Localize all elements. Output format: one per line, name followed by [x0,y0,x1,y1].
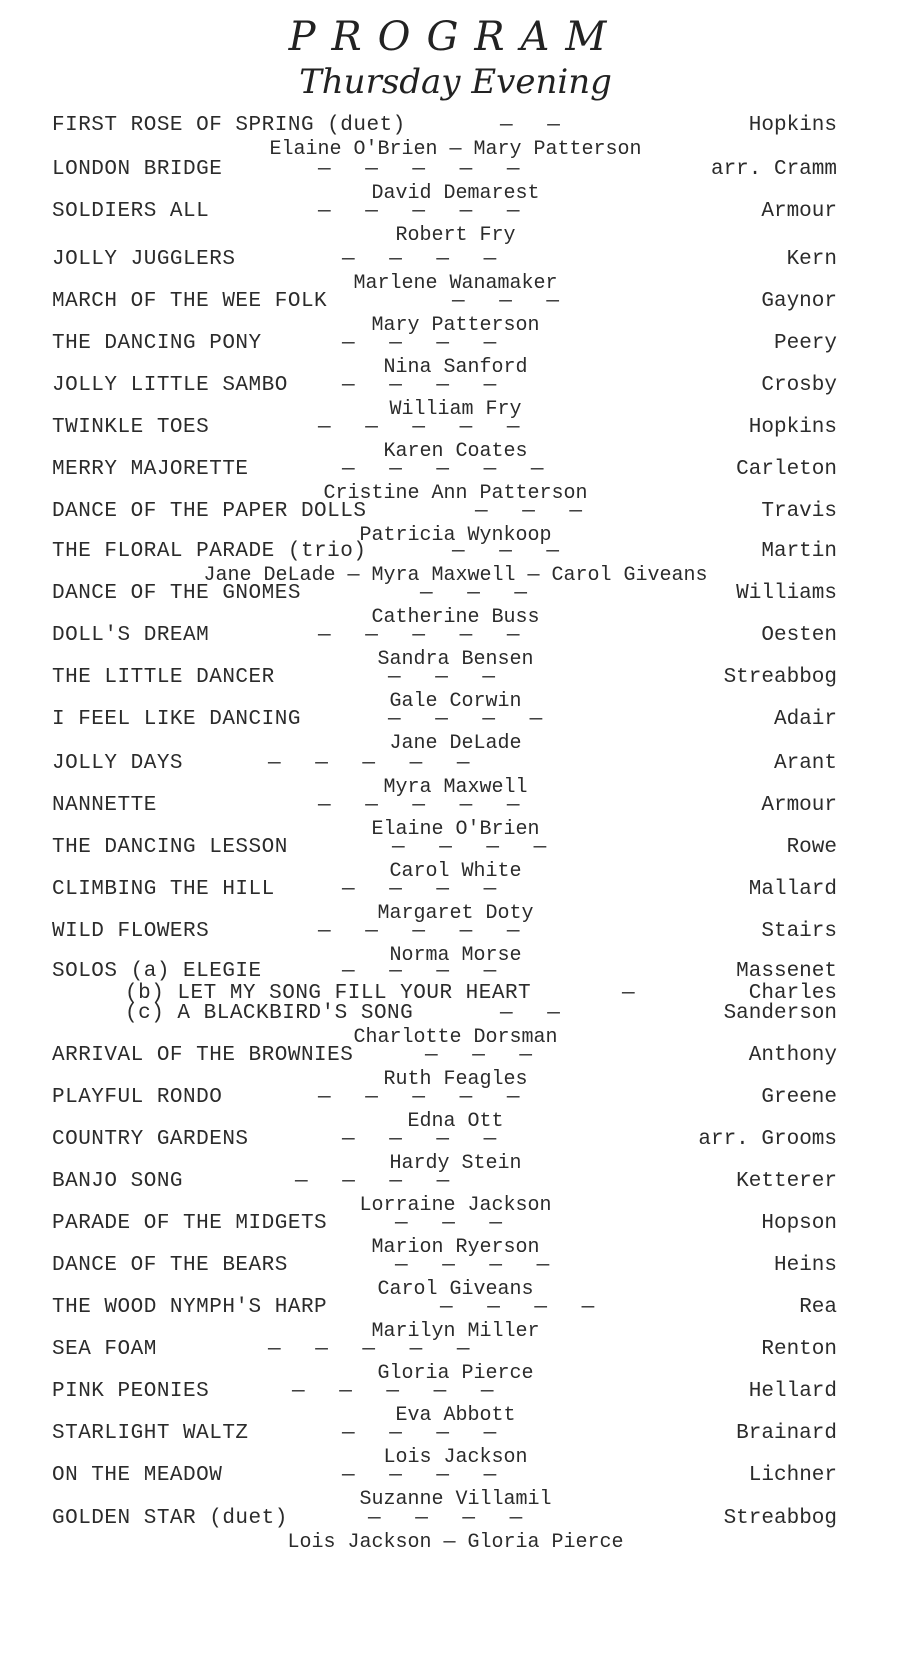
performer-name: Lois Jackson [383,1446,528,1469]
piece-title: DANCE OF THE BEARS [52,1254,288,1277]
piece-title: PARADE OF THE MIDGETS [52,1212,328,1235]
performer-name: Marlene Wanamaker [353,272,558,295]
dash-leader: — — — — — [318,920,520,943]
piece-title: JOLLY LITTLE SAMBO [52,374,288,397]
performer-name: Lois Jackson — Gloria Pierce [287,1531,624,1554]
dash-leader: — — — [452,290,560,313]
dash-leader: — — [500,114,560,137]
performer-name: Cristine Ann Patterson [323,482,588,505]
piece-title: WILD FLOWERS [52,920,210,943]
performer-name: William Fry [389,398,522,421]
piece-title: LONDON BRIDGE [52,158,223,181]
dash-leader: — — — — [342,1464,497,1487]
piece-title: PLAYFUL RONDO [52,1086,223,1109]
dash-leader: — — — — — [318,416,520,439]
dash-leader: — — — — — [318,1086,520,1109]
dash-leader: — — — — [388,708,543,731]
dash-leader: — — — — [342,248,497,271]
performer-name: Gloria Pierce [377,1362,534,1385]
performer-name: Jane DeLade — Myra Maxwell — Carol Giveans [203,564,708,587]
performer-name: Marion Ryerson [371,1236,540,1259]
composer-name: Mallard [748,878,837,901]
performer-name: Nina Sanford [383,356,528,379]
composer-name: Hellard [748,1380,837,1403]
dash-leader: — — — — — [318,200,520,223]
performer-name: Jane DeLade [389,732,522,755]
composer-name: arr. Cramm [710,158,837,181]
composer-name: Brainard [736,1422,837,1445]
composer-name: Adair [773,708,837,731]
dash-leader: — — — — [342,878,497,901]
dash-leader: — — — — [342,332,497,355]
composer-name: Charles [748,982,837,1005]
piece-title: TWINKLE TOES [52,416,210,439]
dash-leader: — — — — [342,1128,497,1151]
piece-title: JOLLY JUGGLERS [52,248,236,271]
composer-name: Arant [773,752,837,775]
performer-name: Gale Corwin [389,690,522,713]
piece-title: CLIMBING THE HILL [52,878,275,901]
piece-title: SOLOS (a) ELEGIE [52,960,262,983]
piece-title: DANCE OF THE GNOMES [52,582,301,605]
dash-leader: — — — — [368,1507,523,1530]
composer-name: Streabbog [723,1507,837,1530]
composer-name: Crosby [761,374,837,397]
dash-leader: — — — — [342,1422,497,1445]
performer-name: Elaine O'Brien — Mary Patterson [269,138,642,161]
piece-title: GOLDEN STAR (duet) [52,1507,288,1530]
piece-title: COUNTRY GARDENS [52,1128,249,1151]
piece-title: BANJO SONG [52,1170,184,1193]
performer-name: Patricia Wynkoop [359,524,552,547]
composer-name: Armour [761,200,837,223]
dash-leader: — — — — [342,374,497,397]
performer-name: Eva Abbott [395,1404,516,1427]
piece-title: (b) LET MY SONG FILL YOUR HEART [125,982,532,1005]
piece-title: THE WOOD NYMPH'S HARP [52,1296,328,1319]
dash-leader: — — — — — [318,624,520,647]
composer-name: Kern [786,248,837,271]
dash-leader: — [622,982,635,1005]
dash-leader: — — — [388,666,496,689]
performer-name: Ruth Feagles [383,1068,528,1091]
composer-name: Rowe [786,836,837,859]
composer-name: Travis [761,500,837,523]
dash-leader: — — — — — [318,158,520,181]
piece-title: NANNETTE [52,794,157,817]
dash-leader: — — — — — [342,458,544,481]
composer-name: Renton [761,1338,837,1361]
performer-name: Catherine Buss [371,606,540,629]
dash-leader: — — — — [440,1296,595,1319]
performer-name: Myra Maxwell [383,776,528,799]
composer-name: Hopkins [748,114,837,137]
composer-name: Hopkins [748,416,837,439]
composer-name: Stairs [761,920,837,943]
performer-name: Lorraine Jackson [359,1194,552,1217]
composer-name: Armour [761,794,837,817]
composer-name: Oesten [761,624,837,647]
composer-name: Martin [761,540,837,563]
program-subtitle: Thursday Evening [299,62,612,102]
performer-name: Marilyn Miller [371,1320,540,1343]
program-title: PROGRAM [288,14,623,60]
performer-name: Carol White [389,860,522,883]
composer-name: Massenet [736,960,837,983]
piece-title: THE FLORAL PARADE (trio) [52,540,367,563]
piece-title: PINK PEONIES [52,1380,210,1403]
piece-title: THE DANCING LESSON [52,836,288,859]
piece-title: DOLL'S DREAM [52,624,210,647]
dash-leader: — — — — [392,836,547,859]
composer-name: Sanderson [723,1002,837,1025]
piece-title: FIRST ROSE OF SPRING (duet) [52,114,406,137]
composer-name: Greene [761,1086,837,1109]
composer-name: Heins [773,1254,837,1277]
piece-title: THE DANCING PONY [52,332,262,355]
piece-title: ARRIVAL OF THE BROWNIES [52,1044,354,1067]
composer-name: Lichner [748,1464,837,1487]
dash-leader: — — — [452,540,560,563]
piece-title: SOLDIERS ALL [52,200,210,223]
performer-name: Edna Ott [407,1110,504,1133]
composer-name: Hopson [761,1212,837,1235]
composer-name: arr. Grooms [698,1128,837,1151]
performer-name: Hardy Stein [389,1152,522,1175]
performer-name: Carol Giveans [377,1278,534,1301]
piece-title: MERRY MAJORETTE [52,458,249,481]
composer-name: Anthony [748,1044,837,1067]
composer-name: Carleton [736,458,837,481]
dash-leader: — — — [395,1212,503,1235]
composer-name: Peery [773,332,837,355]
piece-title: SEA FOAM [52,1338,157,1361]
composer-name: Rea [799,1296,837,1319]
piece-title: (c) A BLACKBIRD'S SONG [125,1002,414,1025]
dash-leader: — — — [475,500,583,523]
performer-name: Robert Fry [395,224,516,247]
performer-name: Mary Patterson [371,314,540,337]
performer-name: Suzanne Villamil [359,1488,552,1511]
composer-name: Gaynor [761,290,837,313]
dash-leader: — — — — [342,960,497,983]
piece-title: THE LITTLE DANCER [52,666,275,689]
piece-title: ON THE MEADOW [52,1464,223,1487]
dash-leader: — — — — — [292,1380,494,1403]
dash-leader: — — [500,1002,560,1025]
dash-leader: — — — — [295,1170,450,1193]
piece-title: STARLIGHT WALTZ [52,1422,249,1445]
performer-name: David Demarest [371,182,540,205]
composer-name: Williams [736,582,837,605]
performer-name: Sandra Bensen [377,648,534,671]
dash-leader: — — — [425,1044,533,1067]
composer-name: Ketterer [736,1170,837,1193]
dash-leader: — — — — — [318,794,520,817]
dash-leader: — — — [420,582,528,605]
dash-leader: — — — — — [268,1338,470,1361]
performer-name: Karen Coates [383,440,528,463]
piece-title: DANCE OF THE PAPER DOLLS [52,500,367,523]
piece-title: I FEEL LIKE DANCING [52,708,301,731]
performer-name: Charlotte Dorsman [353,1026,558,1049]
performer-name: Norma Morse [389,944,522,967]
performer-name: Margaret Doty [377,902,534,925]
piece-title: MARCH OF THE WEE FOLK [52,290,328,313]
performer-name: Elaine O'Brien [371,818,540,841]
composer-name: Streabbog [723,666,837,689]
dash-leader: — — — — — [268,752,470,775]
dash-leader: — — — — [395,1254,550,1277]
piece-title: JOLLY DAYS [52,752,184,775]
